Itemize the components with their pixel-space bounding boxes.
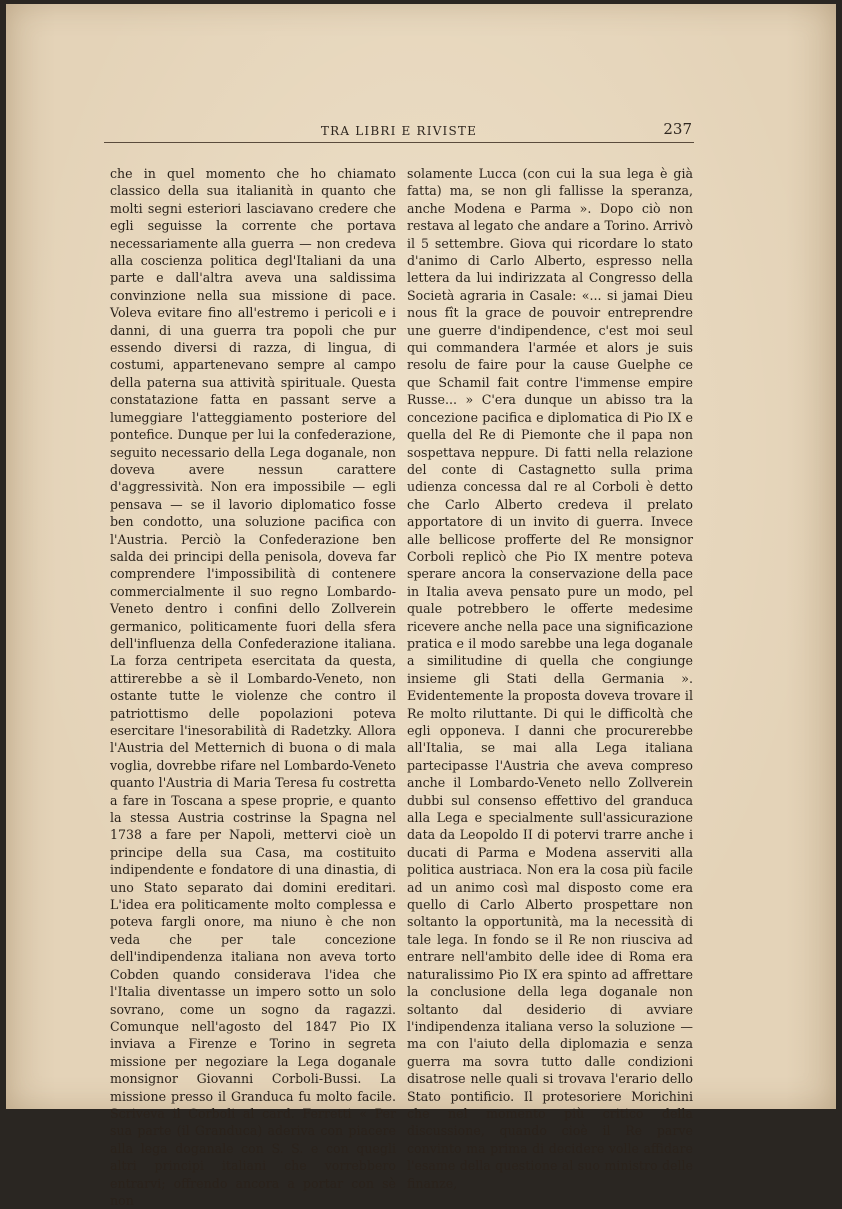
page-number: 237 [663,120,692,138]
text-column-right [407,165,693,1192]
section-title: TRA LIBRI E RIVISTE [320,124,478,138]
body-text-right: solamente Lucca (con cui la sua lega è già fatta) ma, se non gli fallisse la speranza, anche Modena e Parma ». Dopo ciò non restava al legato che andare a Torino. Arrivò il 5 settembre. Giova qui ricordare lo stato d'animo di Carlo Alberto, espresso nella lettera da lui indirizzata al Congresso della Società agraria in Casale: «... si jamai Dieu nous fît la grace de pouvoir entreprendre une guerre d'indipendence, c'est moi seul qui commandera l'armée et alors je suis resolu de faire pour la cause Guelphe ce que Schamil fait contre l'immense empire Russe... » C'era dunque un abisso tra la concezione pacifica e diplomatica di Pio IX e quella del Re di Piemonte che il papa non sospettava neppure. Di fatti nella relazione del conte di Castagnetto sulla prima udienza concessa dal re al Corboli è detto che Carlo Alberto credeva il prelato apportatore di un invito di guerra. Invece alle bellicose profferte del Re monsignor Corboli replicò che Pio IX mentre poteva sperare ancora la conservazione della pace in Italia aveva pensato pure un modo, pel quale potrebbero le offerte medesime ricevere anche nella pace una significazione pratica e il modo sarebbe una lega doganale a similitudine di quella che congiunge insieme gli Stati della Germania ». Evidentemente la proposta doveva trovare il Re molto riluttante. Di qui le difficoltà che egli opponeva. I danni che procurerebbe all'Italia, se mai alla Lega italiana partecipasse l'Austria che aveva compreso anche il Lombardo-Veneto nello Zollverein dubbi sul consenso effettivo del granduca alla Lega e specialmente sull'assicurazione data da Leopoldo II di potervi trarre anche i ducati di Parma e Modena asserviti alla politica austriaca. Non era la cosa più facile ad un animo così mal disposto come era quello di Carlo Alberto prospettare non soltanto la opportunità, ma la necessità di tale lega. In fondo se il Re non riusciva ad entrare nell'ambito delle idee di Roma era naturalissimo Pio IX era spinto ad affrettare la conclusione della lega doganale non soltanto dal desiderio di avviare l'indipendenza italiana verso la soluzione — ma con l'aiuto della diplomazia e senza guerra ma sovra tutto dalle condizioni disatrose nelle quali si trovava l'erario dello Stato pontificio. Il protesoriere Morichini che nel momento più critico della discussione, quando cioè il Re parve convinto ma prima di decidere volle affidare l'esame della questione al suo ministro delle finanze, [407,166,693,1191]
book-page [6,4,836,1208]
body-text-left: che in quel momento che ho chiamato classico della sua italianità in quanto che molti segni esteriori lasciavano credere che egli seguisse la corrente che portava necessariamente alla guerra — non credeva alla coscienza politica degl'Italiani da una parte e dall'altra aveva una saldissima convinzione nella sua missione di pace. Voleva evitare fino all'estremo i pericoli e i danni, di una guerra tra popoli che pur essendo diversi di razza, di lingua, di costumi, appartenevano sempre al campo della paterna sua attività spirituale. Questa constatazione fatta en passant serve a lumeggiare l'atteggiamento posteriore del pontefice. Dunque per lui la confederazione, seguito necessario della Lega doganale, non doveva avere nessun carattere d'aggressività. Non era impossibile — egli pensava — se il lavorio diplomatico fosse ben condotto, una soluzione pacifica con l'Austria. Perciò la Confederazione ben salda dei principi della penisola, doveva far comprendere l'impossibilità di contenere commercialmente il suo regno Lombardo-Veneto dentro i confini dello Zollverein germanico, politicamente fuori della sfera dell'influenza della Confederazione italiana. La forza centripeta esercitata da questa, attirerebbe a sè il Lombardo-Veneto, non ostante tutte le violenze che contro il patriottismo delle popolazioni poteva esercitare l'inesorabilità di Radetzky. Allora l'Austria del Metternich di buona o di mala voglia, dovrebbe rifare nel Lombardo-Veneto quanto l'Austria di Maria Teresa fu costretta a fare in Toscana a spese proprie, e quanto la stessa Austria costrinse la Spagna nel 1738 a fare per Napoli, mettervi cioè un principe della sua Casa, ma costituito indipendente e fondatore di una dinastia, di uno Stato separato dai domini ereditari. L'idea era politicamente molto complessa e poteva fargli onore, ma niuno è che non veda che per tale concezione dell'indipendenza italiana non aveva torto Cobden quando considerava l'idea che l'Italia diventasse un impero sotto un solo sovrano, come un sogno da ragazzi. Comunque nell'agosto del 1847 Pio IX inviava a Firenze e Torino in segreta missione per negoziare la Lega doganale monsignor Giovanni Corboli-Bussi. La missione presso il Granduca fu molto facile. Scriveva il Corboli al card. Ferretti « Per sua parte (il Granduca) aderiva con piacere alla lega doganale con S. S. e con quegli altri principi italiani che vorrebbero entrarvi; offrendo ancora a portar con sè non [110,166,396,1208]
text-column-left [110,165,396,1209]
running-header [104,120,694,143]
